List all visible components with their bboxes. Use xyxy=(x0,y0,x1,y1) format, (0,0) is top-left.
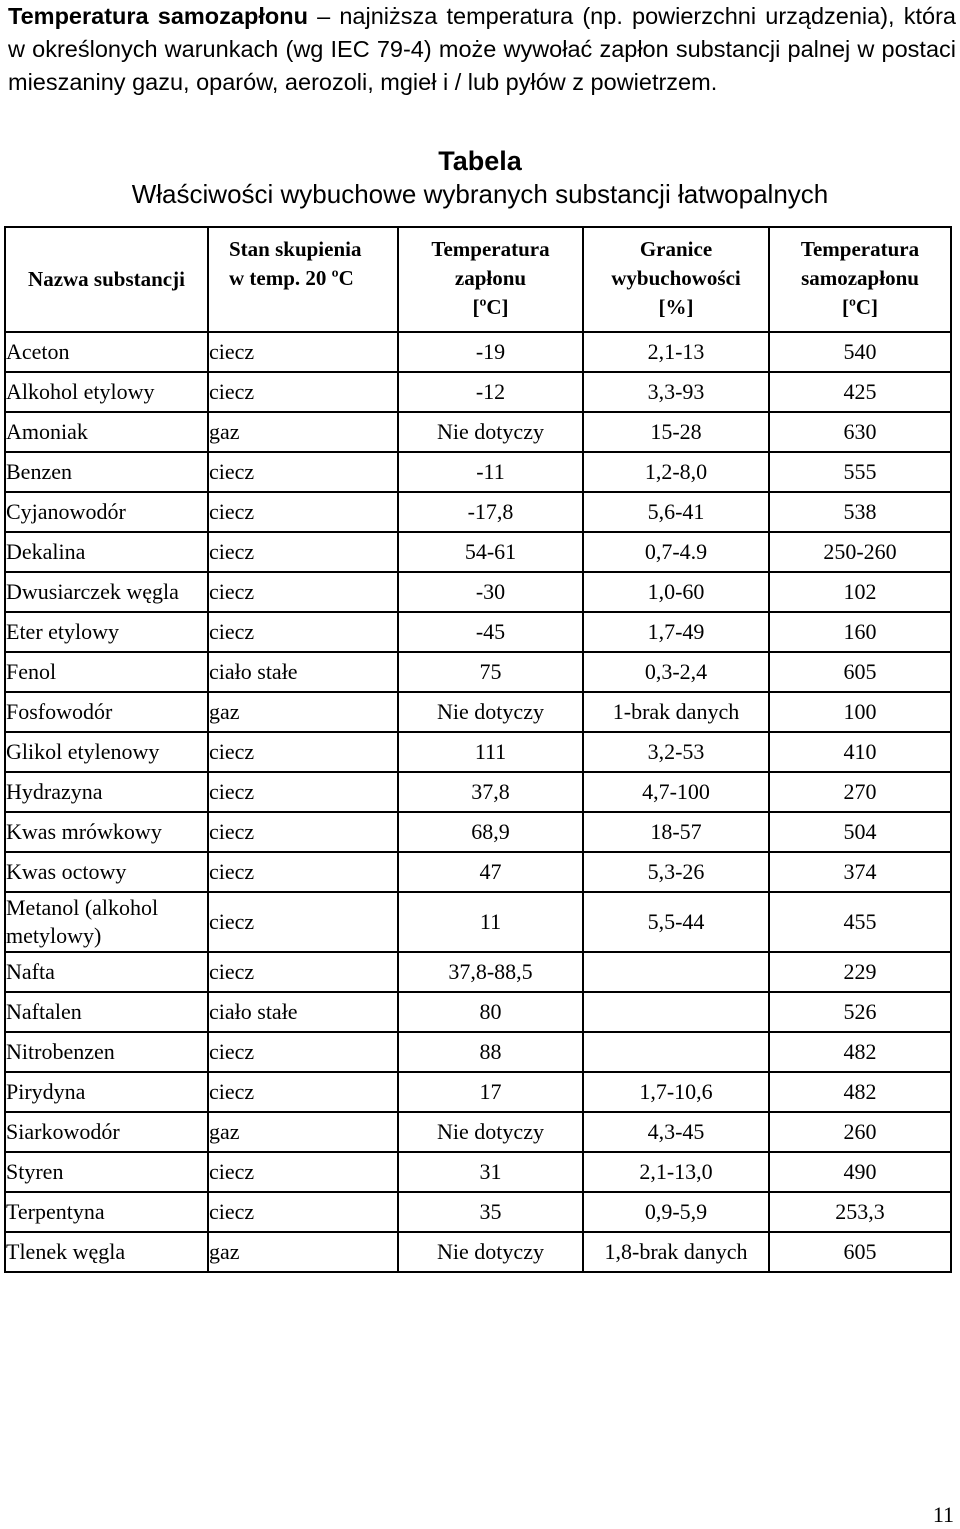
table-row xyxy=(5,612,951,652)
table-row xyxy=(5,452,951,492)
cell-name: Fosfowodór xyxy=(5,692,208,732)
cell-autoignition: 160 xyxy=(769,612,951,652)
cell-explosive-limits xyxy=(583,992,769,1032)
cell-autoignition: 605 xyxy=(769,652,951,692)
cell-flash-point: 17 xyxy=(398,1072,583,1112)
cell-flash-point: 37,8-88,5 xyxy=(398,952,583,992)
cell-flash-point: 35 xyxy=(398,1192,583,1232)
cell-state: ciecz xyxy=(208,772,398,812)
cell-explosive-limits: 1,8-brak danych xyxy=(583,1232,769,1272)
cell-state: gaz xyxy=(208,692,398,732)
cell-name: Alkohol etylowy xyxy=(5,372,208,412)
cell-flash-point: 37,8 xyxy=(398,772,583,812)
cell-state: ciecz xyxy=(208,372,398,412)
definition-paragraph xyxy=(8,0,956,99)
cell-autoignition: 425 xyxy=(769,372,951,412)
table-row xyxy=(5,892,951,952)
cell-state: ciało stałe xyxy=(208,652,398,692)
cell-autoignition: 555 xyxy=(769,452,951,492)
table-row xyxy=(5,372,951,412)
table-row xyxy=(5,992,951,1032)
table-row xyxy=(5,652,951,692)
table-row xyxy=(5,952,951,992)
table-row xyxy=(5,692,951,732)
cell-autoignition: 538 xyxy=(769,492,951,532)
cell-flash-point: -30 xyxy=(398,572,583,612)
table-row xyxy=(5,1232,951,1272)
page-number: 11 xyxy=(932,1502,954,1527)
cell-flash-point: 31 xyxy=(398,1152,583,1192)
cell-name: Styren xyxy=(5,1152,208,1192)
cell-name: Terpentyna xyxy=(5,1192,208,1232)
definition-text: najniższa temperatura (np. powierzchni urządzenia), która w określonych warunkach (wg IEC 79-4) może wywołać zapłon substancji palnej w postaci mieszaniny gazu, oparów, aerozoli, mgieł i / lub pyłów z powietrzem. xyxy=(8,3,956,95)
table-header-row xyxy=(5,227,951,332)
table-row xyxy=(5,1192,951,1232)
table-body xyxy=(5,332,951,1272)
cell-state: ciało stałe xyxy=(208,992,398,1032)
cell-name: Metanol (alkohol metylowy) xyxy=(5,892,208,952)
cell-name: Cyjanowodór xyxy=(5,492,208,532)
cell-state: ciecz xyxy=(208,1032,398,1072)
cell-flash-point: Nie dotyczy xyxy=(398,412,583,452)
cell-name: Nitrobenzen xyxy=(5,1032,208,1072)
cell-flash-point: 111 xyxy=(398,732,583,772)
cell-explosive-limits: 5,5-44 xyxy=(583,892,769,952)
cell-flash-point: 47 xyxy=(398,852,583,892)
table-caption-title: Właściwości wybuchowe wybranych substancji łatwopalnych xyxy=(131,179,829,209)
cell-state: ciecz xyxy=(208,452,398,492)
cell-state: ciecz xyxy=(208,852,398,892)
cell-autoignition: 270 xyxy=(769,772,951,812)
cell-name: Dwusiarczek węgla xyxy=(5,572,208,612)
cell-explosive-limits: 15-28 xyxy=(583,412,769,452)
cell-explosive-limits: 1,7-49 xyxy=(583,612,769,652)
cell-name: Hydrazyna xyxy=(5,772,208,812)
table-row xyxy=(5,1072,951,1112)
substances-table xyxy=(4,226,952,1273)
cell-state: ciecz xyxy=(208,492,398,532)
cell-flash-point: -11 xyxy=(398,452,583,492)
cell-name: Eter etylowy xyxy=(5,612,208,652)
cell-autoignition: 605 xyxy=(769,1232,951,1272)
cell-explosive-limits: 4,3-45 xyxy=(583,1112,769,1152)
table-row xyxy=(5,412,951,452)
cell-name: Siarkowodór xyxy=(5,1112,208,1152)
cell-explosive-limits: 0,9-5,9 xyxy=(583,1192,769,1232)
table-row xyxy=(5,812,951,852)
cell-flash-point: 88 xyxy=(398,1032,583,1072)
cell-flash-point: 54-61 xyxy=(398,532,583,572)
cell-explosive-limits: 2,1-13,0 xyxy=(583,1152,769,1192)
definition-term: Temperatura samozapłonu xyxy=(8,3,308,29)
cell-state: ciecz xyxy=(208,612,398,652)
definition-dash: – xyxy=(307,3,340,29)
cell-explosive-limits: 5,6-41 xyxy=(583,492,769,532)
cell-name: Dekalina xyxy=(5,532,208,572)
table-row xyxy=(5,852,951,892)
cell-explosive-limits xyxy=(583,1032,769,1072)
table-row xyxy=(5,1112,951,1152)
cell-flash-point: Nie dotyczy xyxy=(398,1112,583,1152)
cell-state: ciecz xyxy=(208,572,398,612)
cell-state: gaz xyxy=(208,1112,398,1152)
cell-explosive-limits: 1-brak danych xyxy=(583,692,769,732)
cell-state: gaz xyxy=(208,1232,398,1272)
cell-state: ciecz xyxy=(208,812,398,852)
cell-flash-point: -12 xyxy=(398,372,583,412)
cell-name: Glikol etylenowy xyxy=(5,732,208,772)
cell-explosive-limits: 3,3-93 xyxy=(583,372,769,412)
cell-name: Kwas octowy xyxy=(5,852,208,892)
cell-autoignition: 253,3 xyxy=(769,1192,951,1232)
cell-name: Aceton xyxy=(5,332,208,372)
cell-explosive-limits: 2,1-13 xyxy=(583,332,769,372)
cell-name: Naftalen xyxy=(5,992,208,1032)
cell-state: ciecz xyxy=(208,1152,398,1192)
header-autoignition: Temperatura samozapłonu [ºC] xyxy=(769,227,951,332)
cell-autoignition: 490 xyxy=(769,1152,951,1192)
cell-autoignition: 504 xyxy=(769,812,951,852)
cell-autoignition: 260 xyxy=(769,1112,951,1152)
cell-name: Nafta xyxy=(5,952,208,992)
cell-autoignition: 374 xyxy=(769,852,951,892)
cell-autoignition: 526 xyxy=(769,992,951,1032)
cell-autoignition: 229 xyxy=(769,952,951,992)
cell-autoignition: 630 xyxy=(769,412,951,452)
cell-explosive-limits: 4,7-100 xyxy=(583,772,769,812)
cell-autoignition: 410 xyxy=(769,732,951,772)
cell-name: Tlenek węgla xyxy=(5,1232,208,1272)
cell-autoignition: 540 xyxy=(769,332,951,372)
header-flash-point: Temperatura zapłonu [ºC] xyxy=(398,227,583,332)
cell-state: ciecz xyxy=(208,732,398,772)
cell-flash-point: 68,9 xyxy=(398,812,583,852)
cell-name: Fenol xyxy=(5,652,208,692)
cell-state: ciecz xyxy=(208,532,398,572)
cell-flash-point: Nie dotyczy xyxy=(398,692,583,732)
cell-name: Benzen xyxy=(5,452,208,492)
cell-explosive-limits: 1,2-8,0 xyxy=(583,452,769,492)
cell-flash-point: -19 xyxy=(398,332,583,372)
table-row xyxy=(5,572,951,612)
cell-state: ciecz xyxy=(208,332,398,372)
cell-explosive-limits: 1,7-10,6 xyxy=(583,1072,769,1112)
table-row xyxy=(5,492,951,532)
cell-state: ciecz xyxy=(208,1072,398,1112)
cell-autoignition: 482 xyxy=(769,1072,951,1112)
cell-explosive-limits: 0,3-2,4 xyxy=(583,652,769,692)
cell-name: Pirydyna xyxy=(5,1072,208,1112)
cell-autoignition: 482 xyxy=(769,1032,951,1072)
header-explosive-limits: Granice wybuchowości [%] xyxy=(583,227,769,332)
cell-state: ciecz xyxy=(208,1192,398,1232)
cell-explosive-limits: 18-57 xyxy=(583,812,769,852)
cell-name: Amoniak xyxy=(5,412,208,452)
cell-autoignition: 102 xyxy=(769,572,951,612)
table-row xyxy=(5,732,951,772)
cell-explosive-limits: 1,0-60 xyxy=(583,572,769,612)
header-name: Nazwa substancji xyxy=(5,227,208,332)
table-caption-label: Tabela xyxy=(438,146,522,176)
cell-flash-point: 11 xyxy=(398,892,583,952)
cell-flash-point: Nie dotyczy xyxy=(398,1232,583,1272)
cell-explosive-limits: 5,3-26 xyxy=(583,852,769,892)
cell-state: ciecz xyxy=(208,952,398,992)
table-row xyxy=(5,772,951,812)
table-row xyxy=(5,332,951,372)
cell-explosive-limits: 0,7-4.9 xyxy=(583,532,769,572)
cell-flash-point: -17,8 xyxy=(398,492,583,532)
cell-state: ciecz xyxy=(208,892,398,952)
cell-state: gaz xyxy=(208,412,398,452)
table-row xyxy=(5,1152,951,1192)
table-row xyxy=(5,1032,951,1072)
cell-flash-point: 75 xyxy=(398,652,583,692)
cell-name: Kwas mrówkowy xyxy=(5,812,208,852)
table-row xyxy=(5,532,951,572)
cell-autoignition: 250-260 xyxy=(769,532,951,572)
cell-explosive-limits: 3,2-53 xyxy=(583,732,769,772)
cell-autoignition: 455 xyxy=(769,892,951,952)
cell-autoignition: 100 xyxy=(769,692,951,732)
cell-explosive-limits xyxy=(583,952,769,992)
header-state: Stan skupienia w temp. 20 ºC xyxy=(208,227,398,332)
cell-flash-point: -45 xyxy=(398,612,583,652)
cell-flash-point: 80 xyxy=(398,992,583,1032)
